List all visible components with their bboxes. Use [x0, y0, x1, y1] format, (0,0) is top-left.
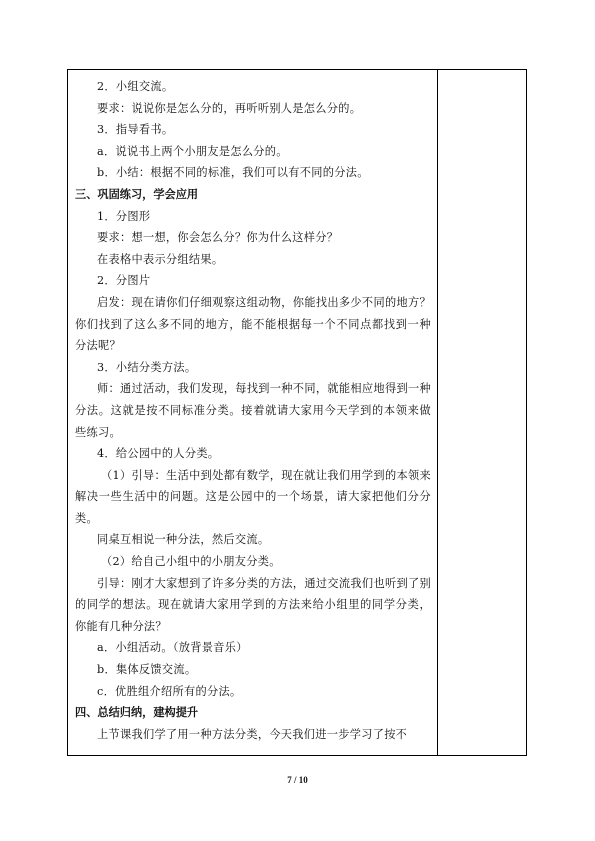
text-line: 2．分图片: [97, 274, 151, 288]
paragraph: （1）引导：生活中到处都有数学，现在就让我们用学到的本领来解决一些生活中的问题。这是公园中的一个场景，请大家把他们分分类。: [75, 468, 431, 525]
text-line: 3．小结分类方法。: [97, 360, 197, 374]
text-line: a．说说书上两个小朋友是怎么分的。: [97, 144, 288, 158]
paragraph: 启发：现在请你们仔细观察这组动物，你能找出多少不同的地方？你们找到了这么多不同的地方，能不能根据每一个不同点都找到一种分法呢？: [75, 295, 431, 353]
text-line: a．小组活动。（放背景音乐）: [97, 641, 248, 655]
text-line: 在表格中表示分组结果。: [97, 252, 224, 266]
text-line: 4．给公园中的人分类。: [97, 447, 220, 461]
paragraph: 引导：刚才大家想到了许多分类的方法，通过交流我们也听到了别的同学的想法。现在就请大家用学到的方法来给小组里的同学分类，你能有几种分法？: [75, 576, 431, 633]
text-line: 同桌互相说一种分法，然后交流。: [97, 533, 270, 547]
lesson-content: [75, 76, 431, 745]
lesson-plan-table: [67, 69, 527, 756]
page-number: 7 / 10: [287, 775, 308, 785]
text-line: 1．分图形: [97, 209, 151, 223]
text-line: c．优胜组介绍所有的分法。: [97, 684, 242, 698]
text-line: 3．指导看书。: [97, 123, 174, 137]
text-line: 上节课我们学了用一种方法分类，今天我们进一步学习了按不: [97, 727, 408, 741]
table-column-divider: [437, 70, 438, 755]
section-heading: 三、巩固练习，学会应用: [75, 187, 199, 201]
text-line: 要求：说说你是怎么分的，再听听别人是怎么分的。: [97, 101, 362, 115]
section-heading: 四、总结归纳，建构提升: [75, 706, 199, 720]
text-line: b．小结：根据不同的标准，我们可以有不同的分法。: [97, 166, 369, 180]
text-line: b．集体反馈交流。: [97, 663, 197, 677]
text-line: 2．小组交流。: [97, 80, 174, 93]
paragraph: 师：通过活动，我们发现，每找到一种不同，就能相应地得到一种分法。这就是按不同标准分类。接着就请大家用今天学到的本领来做些练习。: [75, 382, 431, 439]
text-line: 要求：想一想，你会怎么分？你为什么这样分？: [97, 231, 339, 245]
text-line: （2）给自己小组中的小朋友分类。: [101, 555, 281, 569]
